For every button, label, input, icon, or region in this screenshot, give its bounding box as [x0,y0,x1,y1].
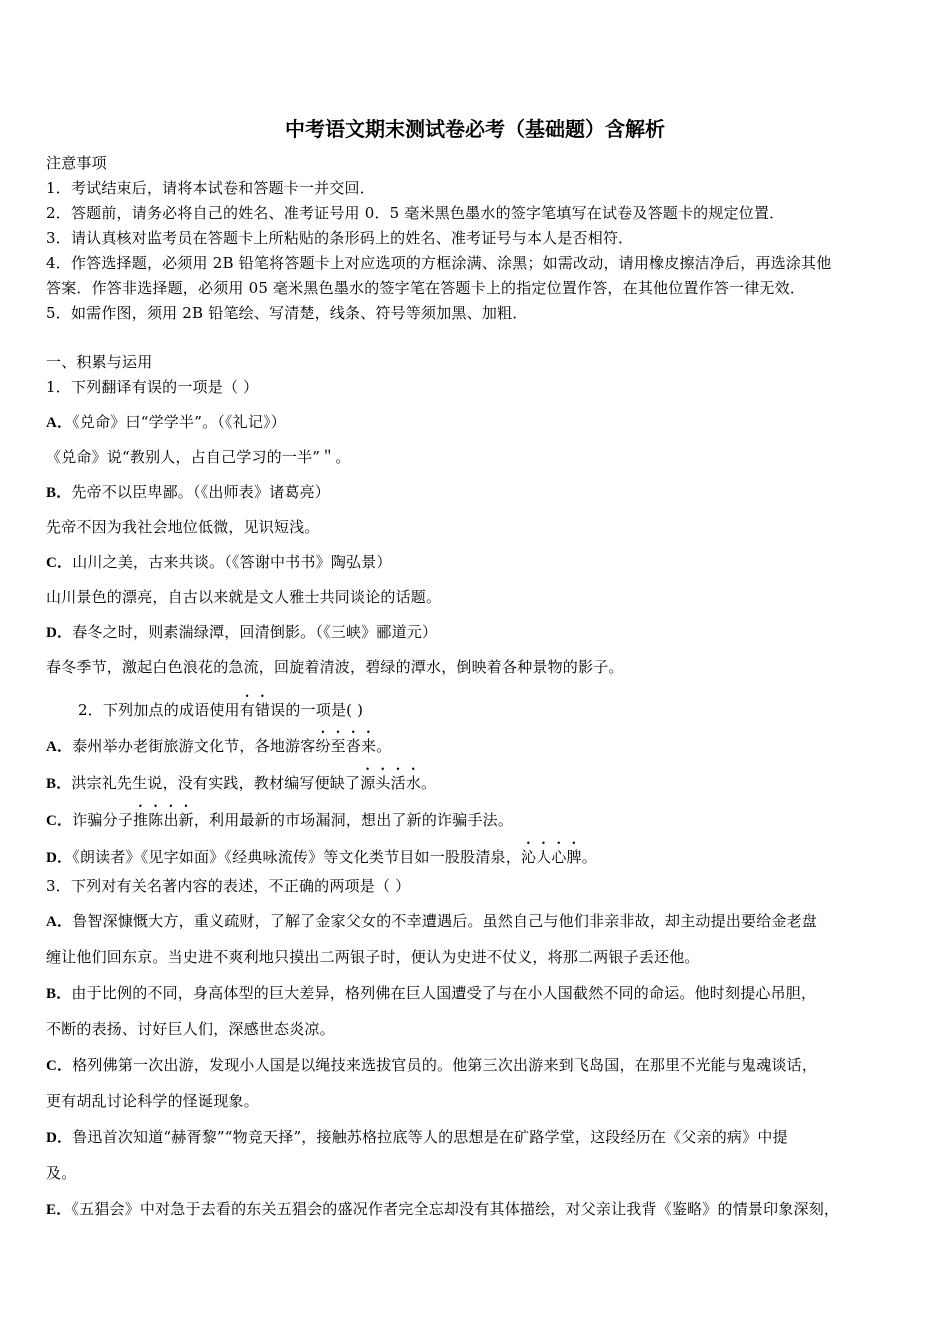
option-text: 《兑命》曰“学学半”。（《礼记》） [72,413,286,431]
option-text: 泰州举办老街旅游文化节，各地游客 [72,737,316,755]
option-text: 。 [581,848,597,866]
option-text: 由于比例的不同，身高体型的巨大差异，格列佛在巨人国遭受了与在小人国截然不同的命运。他时刻提心吊胆， [71,984,817,1002]
option-text: 格列佛第一次出游，发现小人国是以绳技来选拔官员的。他第三次出游来到飞岛国，在那里不光能与鬼魂谈话， [72,1056,818,1074]
question-1-translation-c: 山川景色的漂亮，自古以来就是文人雅士共同谈论的话题。 [46,588,442,606]
question-3-line [46,983,816,1004]
question-3-line [46,911,817,932]
notice-item: 4．作答选择题，必须用 2B 铅笔将答题卡上对应选项的方框涂满、涂黑；如需改动，请用橡皮擦洁净后，再选涂其他 [46,254,832,272]
option-text: ，利用最新的市场漏洞，想出了新的诈骗手法。 [193,811,514,829]
option-label: B． [46,485,72,501]
question-1-option-b [46,482,330,503]
document-title: 中考语文期末测试卷必考（基础题）含解析 [285,117,665,141]
emphasized-text: 有错 [239,701,271,719]
notice-heading: 注意事项 [46,154,107,172]
emphasized-idiom: 纷至沓来 [315,737,377,755]
section-heading: 一、积累与运用 [46,353,153,371]
notice-item: 3．请认真核对监考员在答题卡上所粘贴的条形码上的姓名、准考证号与本人是否相符． [46,229,634,247]
question-2-option-a [46,728,391,757]
option-text: 更有胡乱讨论科学的怪诞现象。 [46,1092,259,1110]
question-2-stem [78,692,363,720]
question-3-stem: 3．下列对有关名著内容的表述，不正确的两项是（ ） [46,877,411,895]
question-3-line [46,1091,259,1111]
option-text: 诈骗分子 [72,811,134,829]
option-text: 。 [376,737,392,755]
question-3-line [46,1199,839,1220]
option-label: D． [46,625,73,641]
emphasized-idiom: 推陈出新 [133,811,194,829]
option-text: 及。 [46,1164,77,1182]
option-label: C． [46,1058,73,1074]
notice-item: 2．答题前，请务必将自己的姓名、准考证号用 0．5 毫米黑色墨水的签字笔填写在试卷及答题卡的规定位置． [46,204,785,222]
emphasized-idiom: 沁人心脾 [520,848,582,866]
notice-item: 答案．作答非选择题，必须用 05 毫米黑色墨水的签字笔在答题卡上的指定位置作答，在其他位置作答一律无效． [46,279,806,297]
option-label: C． [46,813,73,829]
option-text: 《朗读者》《见字如面》《经典咏流传》等文化类节目如一股股清泉， [72,848,521,866]
option-text: 先帝不以臣卑鄙。（《出师表》诸葛亮） [71,483,331,501]
question-3-line [46,947,700,967]
option-text: 洪宗礼先生说，没有实践，教材编写便缺了 [71,774,361,792]
option-label: D． [46,850,73,866]
question-2-option-c [46,802,513,831]
option-text: 。 [421,774,437,792]
question-1-stem: 1．下列翻译有误的一项是（ ） [46,378,259,396]
option-text: 《五猖会》中对急于去看的东关五猖会的盛况作者完全忘却没有其体描绘，对父亲让我背《鉴略》的情景印象深刻， [71,1200,840,1218]
question-3-line [46,1127,788,1148]
option-label: B． [46,986,72,1002]
notice-item: 5．如需作图，须用 2B 铅笔绘、写清楚，线条、符号等须加黑、加粗． [46,304,528,322]
question-1-translation-d: 春冬季节，激起白色浪花的急流，回旋着清波，碧绿的潭水，倒映着各种景物的影子。 [46,658,624,676]
option-text: 山川之美，古来共谈。（《答谢中书书》陶弘景） [72,553,392,571]
question-2-option-d [46,839,597,868]
stem-text: 误的一项是( ) [270,701,364,719]
question-1-translation-b: 先帝不因为我社会地位低微，见识短浅。 [46,518,320,536]
question-1-translation-a: 《兑命》说“教别人，占自己学习的一半”＂。 [46,448,351,466]
option-label: A． [46,914,73,930]
question-3-line [46,1019,335,1039]
option-text: 缠让他们回东京。当史进不爽利地只摸出二两银子时，便认为史进不仗义，将那二两银子丢还他。 [46,948,700,966]
stem-text: 2．下列加点的成语使用 [78,701,240,719]
option-text: 鲁智深慷慨大方，重义疏财，了解了金家父女的不幸遭遇后。虽然自己与他们非亲非故，却主动提出要给金老盘 [72,912,818,930]
option-label: B． [46,776,72,792]
option-label: D． [46,1130,73,1146]
question-1-option-a [46,412,286,433]
option-label: C． [46,555,73,571]
option-label: E． [46,1202,72,1218]
option-text: 不断的表扬、讨好巨人们，深感世态炎凉。 [46,1020,335,1038]
question-3-line [46,1163,76,1183]
question-3-line [46,1055,817,1076]
notice-item: 1．考试结束后，请将本试卷和答题卡一并交回． [46,179,375,197]
option-label: A． [46,415,73,431]
question-1-option-d [46,622,437,643]
emphasized-idiom: 源头活水 [360,774,422,792]
question-2-option-b [46,765,436,794]
option-label: A． [46,739,73,755]
option-text: 鲁迅首次知道“赫胥黎”“物竞天择”，接触苏格拉底等人的思想是在矿路学堂，这段经历在《父亲的病》中提 [72,1128,788,1146]
option-text: 春冬之时，则素湍绿潭，回清倒影。（《三峡》郦道元） [72,623,438,641]
question-1-option-c [46,552,392,573]
